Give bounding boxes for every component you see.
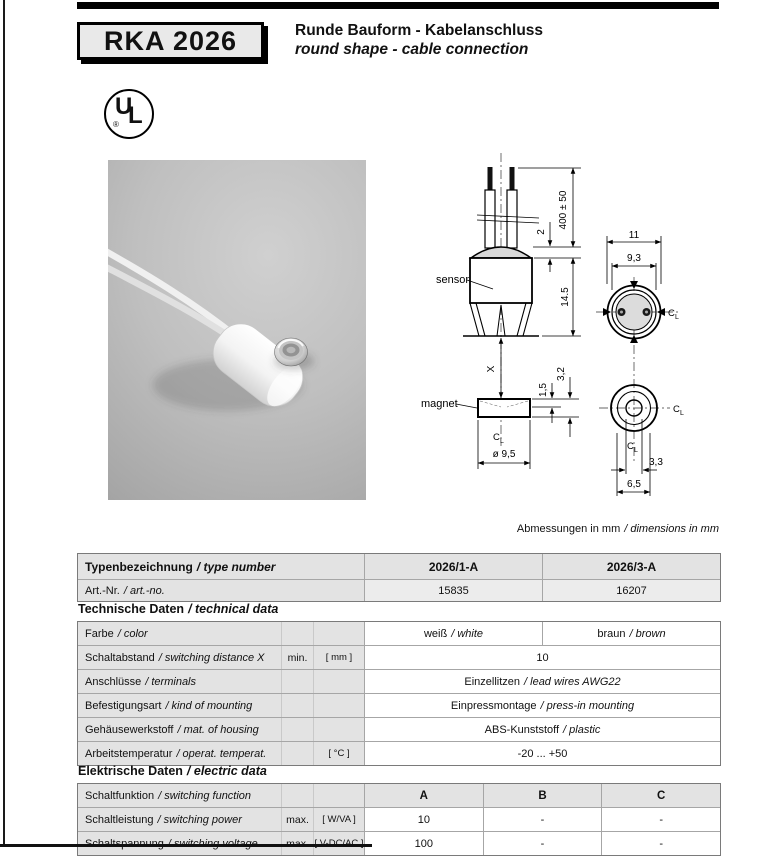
section-heading-technical: Technische Daten / technical data — [78, 602, 279, 616]
type-number-label: Typenbezeichnung / type number — [78, 554, 364, 579]
switching-distance-value: 10 — [364, 646, 720, 669]
color-value-1: weiß / white — [364, 622, 542, 645]
operating-temperature-label: Arbeitstemperatur / operat. temperat. [ °C ] — [78, 742, 364, 765]
model-number: RKA 2026 — [103, 25, 238, 56]
type-col-2: 2026/3-A — [542, 554, 720, 579]
dim-switching-distance: X — [486, 365, 497, 373]
voltage-c: - — [601, 832, 720, 855]
type-col-1: 2026/1-A — [364, 554, 542, 579]
technical-drawing — [420, 150, 740, 516]
table-row — [78, 784, 720, 807]
magnet-front-view — [478, 399, 530, 417]
terminals-value: Einzellitzen / lead wires AWG22 — [364, 670, 720, 693]
table-row — [78, 622, 720, 645]
dim-cable-length: 400 ± 50 — [558, 190, 569, 230]
svg-text:C: C — [627, 441, 634, 452]
cl-marks — [493, 308, 684, 454]
table-row — [78, 831, 720, 855]
artno-2: 16207 — [542, 580, 720, 601]
color-label: Farbe / color — [78, 622, 364, 645]
model-box — [77, 22, 264, 60]
svg-text:C: C — [493, 432, 500, 443]
type-number-table — [77, 553, 721, 602]
technical-data-table — [77, 621, 721, 766]
voltage-b: - — [483, 832, 602, 855]
table-row — [78, 717, 720, 741]
table-row — [78, 669, 720, 693]
product-photo-art — [108, 160, 366, 500]
table-row — [78, 807, 720, 831]
table-row — [78, 741, 720, 765]
power-b: - — [483, 808, 602, 831]
table-row — [78, 645, 720, 669]
table-row — [78, 693, 720, 717]
sensor-top-view — [603, 281, 665, 343]
dim-outer-diameter: 11 — [628, 230, 640, 241]
page-title — [295, 21, 543, 59]
header-rule-bar — [77, 2, 719, 9]
title-english: round shape - cable connection — [295, 41, 529, 58]
product-photo — [108, 160, 366, 500]
dim-body-height: 14.5 — [560, 287, 571, 307]
switching-power-label: Schaltleistung / switching power max. [ W/VA ] — [78, 808, 364, 831]
operating-temperature-value: -20 ... +50 — [364, 742, 720, 765]
mounting-label: Befestigungsart / kind of mounting — [78, 694, 364, 717]
terminals-label: Anschlüsse / terminals — [78, 670, 364, 693]
color-value-2: braun / brown — [542, 622, 720, 645]
power-a: 10 — [364, 808, 483, 831]
section-heading-electric: Elektrische Daten / electric data — [78, 764, 267, 778]
dimension-note: Abmessungen in mm / dimensions in mm — [516, 523, 719, 535]
artno-label: Art.-Nr. / art.-no. — [78, 580, 364, 601]
table-row — [78, 554, 720, 579]
dim-dome-height: 2 — [536, 229, 547, 235]
page-edge-line — [3, 0, 5, 847]
housing-material-value: ABS-Kunststoff / plastic — [364, 718, 720, 741]
ul-logo-l: L — [128, 102, 143, 129]
svg-text:L: L — [500, 438, 504, 445]
switching-distance-label: Schaltabstand / switching distance X min. [ mm ] — [78, 646, 364, 669]
ul-certification-logo — [104, 89, 154, 139]
magnet-label: magnet — [421, 398, 458, 410]
dim-magnet-h1: 1,5 — [538, 383, 549, 397]
dim-magnet-diameter: ø 9,5 — [492, 449, 516, 460]
power-c: - — [601, 808, 720, 831]
voltage-a: 100 — [364, 832, 483, 855]
svg-text:L: L — [675, 314, 679, 321]
svg-text:C: C — [673, 404, 680, 415]
housing-material-label: Gehäusewerkstoff / mat. of housing — [78, 718, 364, 741]
table-row — [78, 579, 720, 601]
ul-logo-u: U — [115, 93, 133, 120]
function-col-b: B — [483, 784, 602, 807]
switching-function-label: Schaltfunktion / switching function — [78, 784, 364, 807]
function-col-c: C — [601, 784, 720, 807]
dim-mid-diameter: 6,5 — [627, 479, 641, 490]
dim-hole-diameter: 3,3 — [649, 457, 663, 468]
sensor-label: sensor — [436, 274, 470, 286]
svg-text:L: L — [680, 410, 684, 417]
artno-1: 15835 — [364, 580, 542, 601]
registered-mark-icon: ® — [113, 120, 119, 129]
mounting-value: Einpressmontage / press-in mounting — [364, 694, 720, 717]
dim-magnet-h2: 3,2 — [556, 367, 567, 381]
title-german: Runde Bauform - Kabelanschluss — [295, 22, 544, 39]
svg-text:C: C — [668, 308, 675, 319]
function-col-a: A — [364, 784, 483, 807]
dim-inner-diameter: 9,3 — [627, 253, 641, 264]
svg-text:L: L — [634, 447, 638, 454]
